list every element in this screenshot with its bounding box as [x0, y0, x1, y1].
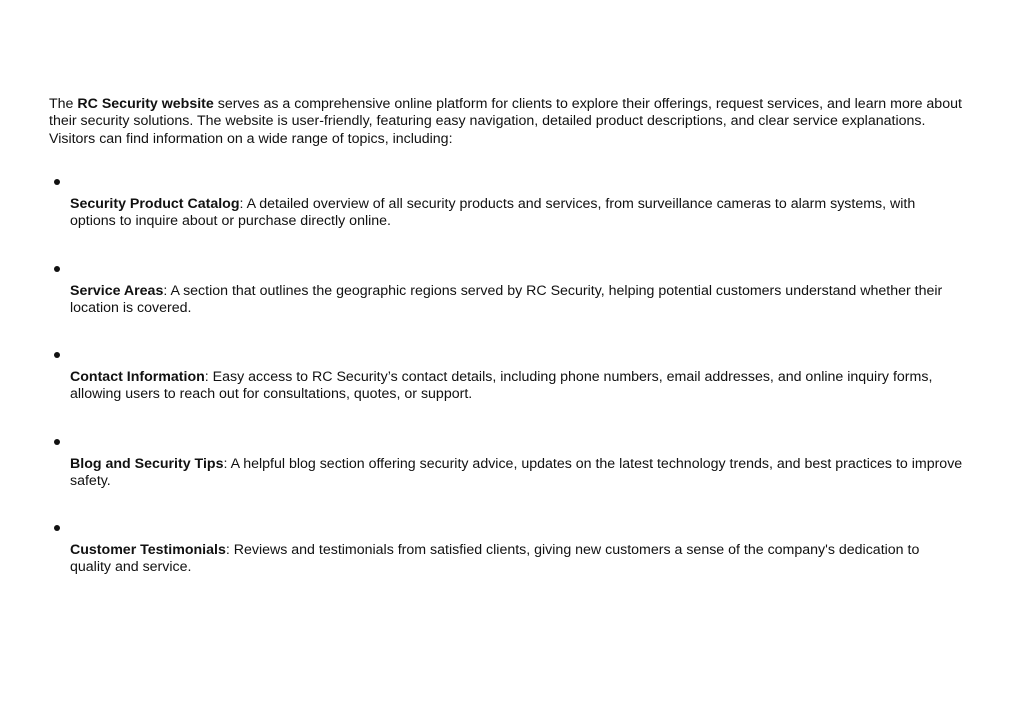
topic-title: Service Areas	[70, 283, 164, 299]
topic-text	[70, 196, 964, 231]
topic-description: : Easy access to RC Security’s contact details, including phone numbers, email addresses, and online inquiry forms, allowing users to reach out for consultations, quotes, or support.	[70, 369, 933, 403]
bullet-icon	[54, 525, 60, 531]
topic-description: : A detailed overview of all security products and services, from surveillance cameras to alarm systems, with options to inquire about or purchase directly online.	[70, 196, 916, 230]
topic-description: : A section that outlines the geographic regions served by RC Security, helping potential customers understand whether their location is covered.	[70, 283, 943, 317]
topic-text	[70, 542, 964, 577]
topic-description: : Reviews and testimonials from satisfied clients, giving new customers a sense of the company's dedication to quality and service.	[70, 542, 920, 576]
intro-lead: The	[49, 96, 78, 112]
intro-rest: serves as a comprehensive online platform for clients to explore their offerings, request services, and learn more about their security solutions. The website is user-friendly, featuring easy navigation, detailed product descriptions, and clear service explanations. Visitors can find information on a wide range of topics, including:	[49, 96, 962, 147]
intro-highlight: RC Security website	[77, 96, 214, 112]
topic-text	[70, 369, 964, 404]
bullet-icon	[54, 179, 60, 185]
topic-text	[70, 456, 964, 491]
topic-title: Customer Testimonials	[70, 542, 226, 558]
bullet-icon	[54, 266, 60, 272]
document-body	[49, 96, 964, 148]
bullet-icon	[54, 352, 60, 358]
bullet-icon	[54, 439, 60, 445]
topic-title: Blog and Security Tips	[70, 456, 224, 472]
topic-text	[70, 283, 964, 318]
topic-title: Contact Information	[70, 369, 205, 385]
topic-title: Security Product Catalog	[70, 196, 240, 212]
topic-description: : A helpful blog section offering security advice, updates on the latest technology trends, and best practices to improve safety.	[70, 456, 963, 490]
intro-paragraph	[49, 96, 964, 148]
